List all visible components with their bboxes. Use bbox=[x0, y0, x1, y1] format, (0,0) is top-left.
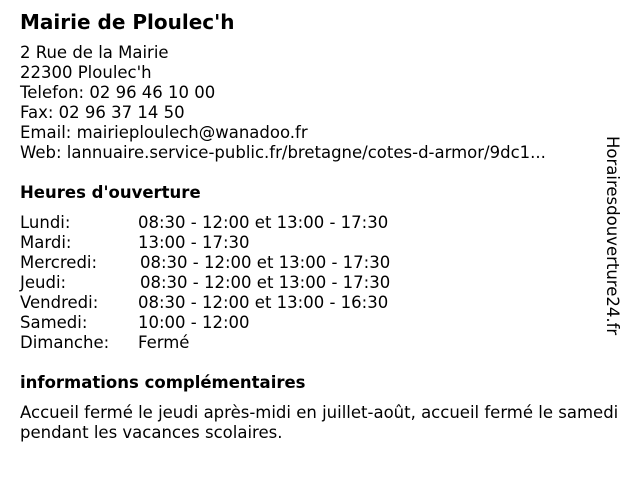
address-street: 2 Rue de la Mairie bbox=[20, 43, 169, 62]
time-value: 13:00 - 17:30 bbox=[138, 233, 250, 252]
site-watermark: Horairesdouverture24.fr bbox=[603, 136, 622, 336]
hours-row-sunday bbox=[20, 333, 440, 353]
additional-info-text: Accueil fermé le jeudi après-midi en juillet-août, accueil fermé le samedi pendant les vacances scolaires. bbox=[20, 403, 619, 442]
hours-row-wednesday bbox=[20, 253, 440, 273]
additional-info-heading: informations complémentaires bbox=[20, 373, 306, 392]
email-address: Email: mairieploulech@wanadoo.fr bbox=[20, 123, 308, 142]
page-title: Mairie de Ploulec'h bbox=[20, 10, 235, 34]
hours-row-friday bbox=[20, 293, 440, 313]
day-label: Vendredi: bbox=[20, 293, 99, 312]
day-label: Lundi: bbox=[20, 213, 71, 232]
opening-hours-table bbox=[20, 213, 440, 353]
website-link: Web: lannuaire.service-public.fr/bretagne/cotes-d-armor/9dc1... bbox=[20, 143, 546, 162]
opening-hours-heading: Heures d'ouverture bbox=[20, 183, 201, 202]
hours-row-monday bbox=[20, 213, 440, 233]
time-value: Fermé bbox=[138, 333, 190, 352]
time-value: 08:30 - 12:00 et 13:00 - 17:30 bbox=[140, 253, 391, 272]
hours-row-thursday bbox=[20, 273, 440, 293]
day-label: Mardi: bbox=[20, 233, 72, 252]
day-label: Samedi: bbox=[20, 313, 88, 332]
day-label: Mercredi: bbox=[20, 253, 98, 272]
time-value: 10:00 - 12:00 bbox=[138, 313, 250, 332]
time-value: 08:30 - 12:00 et 13:00 - 16:30 bbox=[138, 293, 389, 312]
contact-block bbox=[20, 43, 546, 163]
time-value: 08:30 - 12:00 et 13:00 - 17:30 bbox=[138, 213, 389, 232]
phone-number: Telefon: 02 96 46 10 00 bbox=[20, 83, 216, 102]
day-label: Dimanche: bbox=[20, 333, 110, 352]
day-label: Jeudi: bbox=[20, 273, 67, 292]
hours-row-tuesday bbox=[20, 233, 440, 253]
hours-row-saturday bbox=[20, 313, 440, 333]
fax-number: Fax: 02 96 37 14 50 bbox=[20, 103, 185, 122]
time-value: 08:30 - 12:00 et 13:00 - 17:30 bbox=[140, 273, 391, 292]
address-city: 22300 Ploulec'h bbox=[20, 63, 152, 82]
